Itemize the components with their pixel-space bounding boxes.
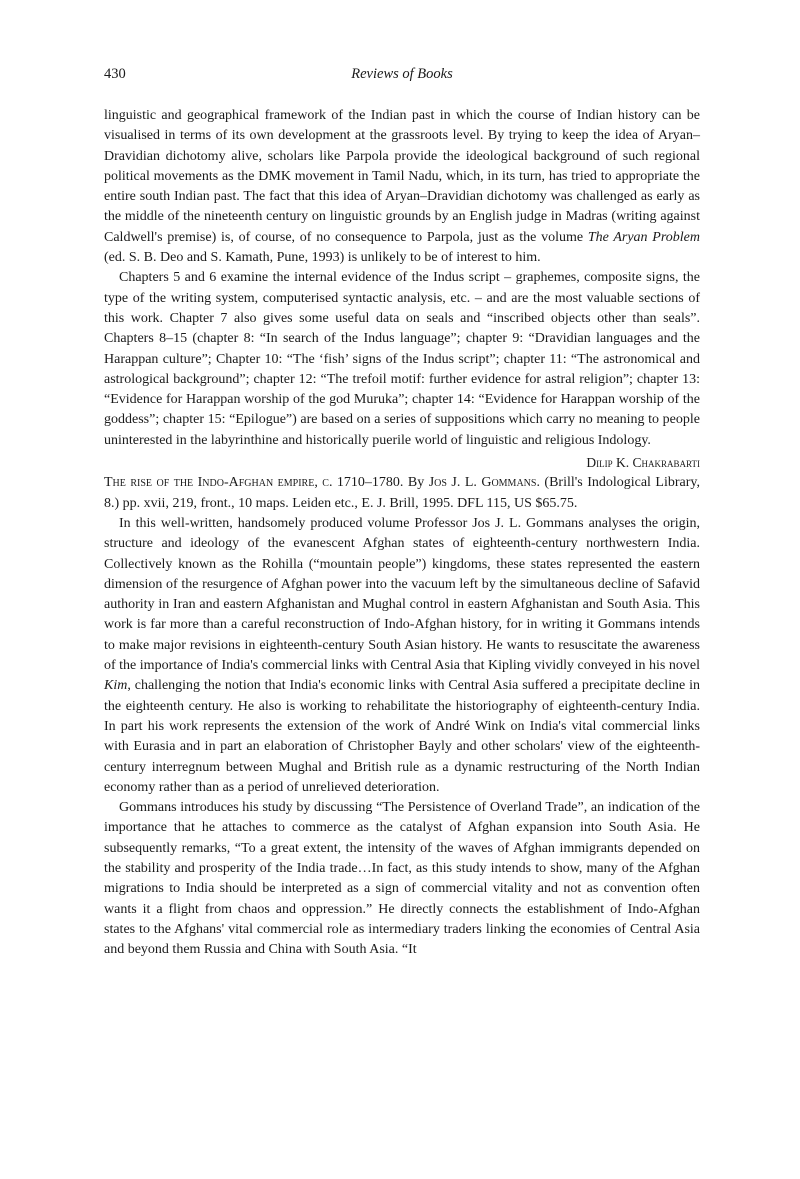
review2-book-title: The rise of the Indo-Afghan empire, c. 1710–1780. (104, 475, 404, 491)
review2-paragraph-1 (104, 514, 700, 798)
review1-paragraph-1-text: linguistic and geographical framework of the Indian past in which the course of Indian history can be visualised in terms of its own development at the grassroots level. By trying to keep the idea of Aryan–Dravidian dichotomy alive, scholars like Parpola provide the ideological background of such regional political movements as the DMK movement in Tamil Nadu, which, in its turn, has tried to appropriate the entire south Indian past. The fact that this idea of Aryan–Dravidian dichotomy was challenged as early as the middle of the nineteenth century on linguistic grounds by an English judge in Madras (writing against Caldwell's premise) is, of course, of no consequence to Parpola, just as the volume (104, 108, 700, 245)
reviewer-signature: Dilip K. Chakrabarti (586, 455, 700, 471)
review2-paragraph-1-text: In this well-written, handsomely produced volume Professor Jos J. L. Gommans analyses the origin, structure and ideology of the evanescent Afghan states of eighteenth-century northwestern India. Collectively known as the Rohilla (“mountain people”) kingdoms, these states represented the eastern dimension of the resurgence of Afghan power into the vacuum left by the simultaneous decline of Safavid authority in Iran and eastern Afghanistan and Mughal control in eastern Afghanistan and South Asia. This work is far more than a careful reconstruction of Indo-Afghan history, for in writing it Gommans intends to make major revisions in eighteenth-century South Asian history. He wants to resuscitate the awareness of the importance of India's commercial links with Central Asia that Kipling vividly conveyed in his novel (104, 515, 700, 674)
review2-author: Jos J. L. Gommans. (428, 475, 540, 491)
review1-paragraph-1 (104, 106, 700, 268)
review2-paragraph-1-end: , challenging the notion that India's economic links with Central Asia suffered a precipitate decline in the eighteenth century. He also is working to rehabilitate the historiography of eighteenth-century India. In part his work represents the extension of the work of André Wink on India's vital commercial links with Eurasia and in part an elaboration of Christopher Bayly and other scholars' view of the eighteenth-century interregnum between Mughal and British rule as a dynamic restructuring of the North Indian economy rather than as a period of unrelieved deterioration. (104, 678, 700, 795)
review2-book-heading (104, 473, 700, 514)
review1-paragraph-1-end: (ed. S. B. Deo and S. Kamath, Pune, 1993) is unlikely to be of interest to him. (104, 250, 541, 266)
review2-publication-details: (Brill's Indological Library, 8.) pp. xvii, 219, front., 10 maps. Leiden etc., E. J. Brill, 1995. DFL 115, US $65.75. (104, 475, 700, 511)
novel-title-kim: Kim (104, 678, 128, 694)
page-number: 430 (104, 66, 126, 82)
running-title: Reviews of Books (351, 66, 453, 82)
review2-by: By (407, 475, 425, 491)
running-head (104, 66, 700, 86)
review1-paragraph-2: Chapters 5 and 6 examine the internal evidence of the Indus script – graphemes, composite signs, the type of the writing system, computerised syntactic analysis, etc. – and are the most valuable sections of this work. Chapter 7 also gives some useful data on seals and “inscribed objects other than seals”. Chapters 8–15 (chapter 8: “In search of the Indus language”; chapter 9: “Dravidian languages and the Harappan culture”; Chapter 10: “The ‘fish’ signs of the Indus script”; chapter 11: “The astronomical and astrological background”; chapter 12: “The trefoil motif: further evidence for astral religion”; chapter 13: “Evidence for Harappan worship of the god Muruka”; chapter 14: “Evidence for Harappan worship of the goddess”; chapter 15: “Epilogue”) are based on a series of suppositions which carry no meaning to people uninterested in the labyrinthine and historically puerile world of linguistic and religious Indology. (104, 270, 700, 448)
review-body (104, 106, 700, 960)
review2-paragraph-2: Gommans introduces his study by discussing “The Persistence of Overland Trade”, an indication of the importance that he attaches to commerce as the catalyst of Afghan expansion into South Asia. He subsequently remarks, “To a great extent, the intensity of the waves of Afghan immigrants depended on the stability and prosperity of the India trade…In fact, as this study intends to show, many of the Afghan migrations to India should be interpreted as a sign of commercial vitality and not as convention often wants it a flight from chaos and oppression.” He directly connects the establishment of Indo-Afghan states to the Afghans' vital commercial role as intermediary traders linking the economies of Central Asia and beyond them Russia and China with South Asia. “It (104, 800, 700, 958)
book-title-aryan-problem: The Aryan Problem (587, 229, 700, 245)
